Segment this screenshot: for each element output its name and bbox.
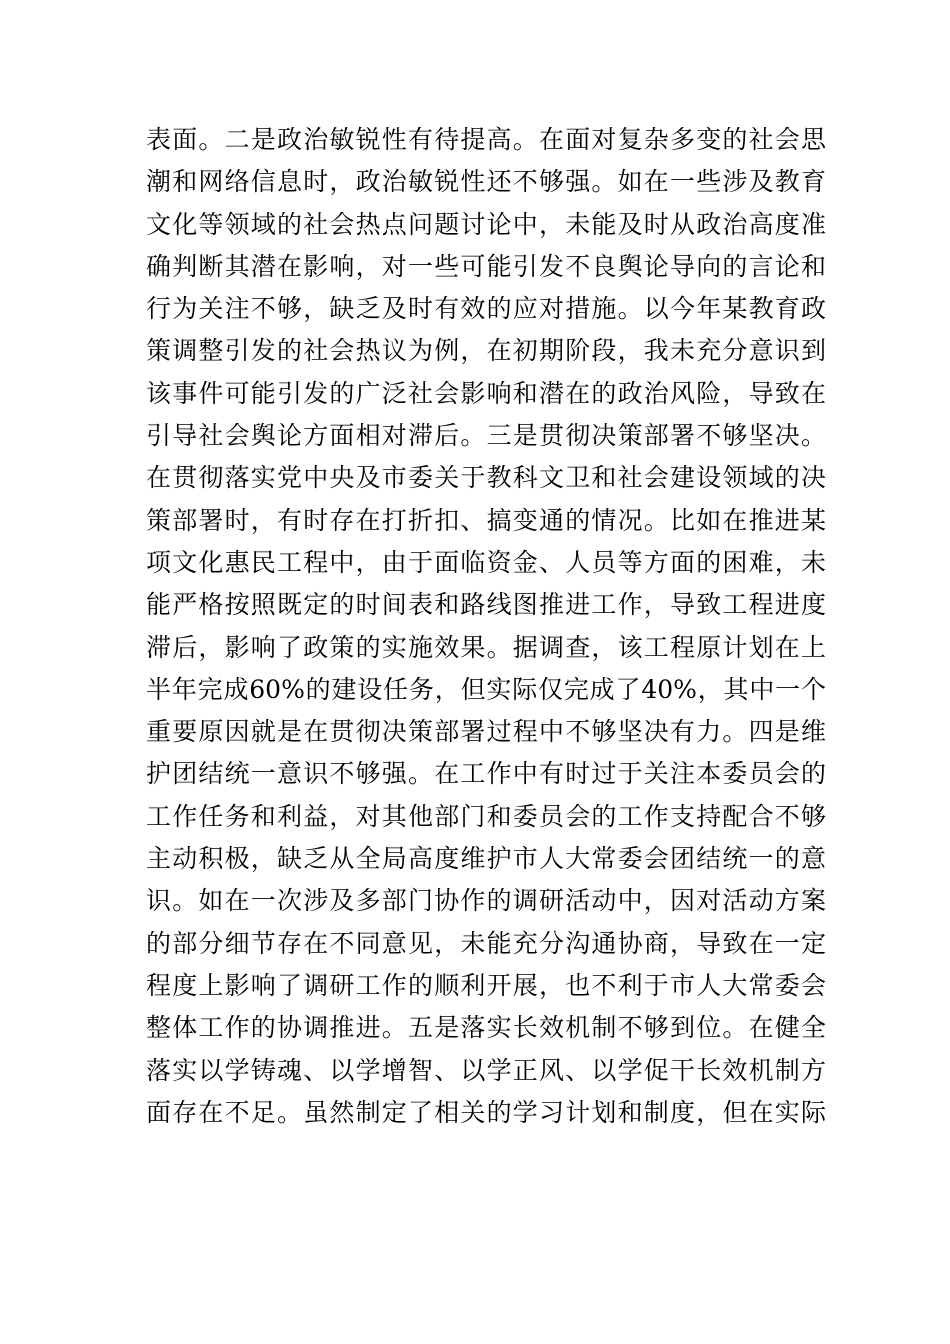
text-line: 滞后，影响了政策的实施效果。据调查，该工程原计划在上 [146, 632, 826, 662]
text-line: 策调整引发的社会热议为例，在初期阶段，我未充分意识到 [146, 336, 826, 366]
text-line: 重要原因就是在贯彻决策部署过程中不够坚决有力。四是维 [146, 717, 826, 747]
text-line: 的部分细节存在不同意见，未能充分沟通协商，导致在一定 [146, 928, 826, 958]
text-line: 整体工作的协调推进。五是落实长效机制不够到位。在健全 [146, 1013, 826, 1043]
text-line: 引导社会舆论方面相对滞后。三是贯彻决策部署不够坚决。 [146, 421, 826, 451]
body-text [146, 119, 826, 1134]
text-line: 能严格按照既定的时间表和路线图推进工作，导致工程进度 [146, 590, 826, 620]
text-line: 项文化惠民工程中，由于面临资金、人员等方面的困难，未 [146, 547, 826, 577]
text-line: 工作任务和利益，对其他部门和委员会的工作支持配合不够 [146, 801, 826, 831]
text-line: 护团结统一意识不够强。在工作中有时过于关注本委员会的 [146, 759, 826, 789]
text-line: 在贯彻落实党中央及市委关于教科文卫和社会建设领域的决 [146, 463, 826, 493]
text-line: 潮和网络信息时，政治敏锐性还不够强。如在一些涉及教育 [146, 167, 826, 197]
text-line: 面存在不足。虽然制定了相关的学习计划和制度，但在实际 [146, 1097, 826, 1127]
text-line: 确判断其潜在影响，对一些可能引发不良舆论导向的言论和 [146, 251, 826, 281]
text-line: 策部署时，有时存在打折扣、搞变通的情况。比如在推进某 [146, 505, 826, 535]
text-line: 落实以学铸魂、以学增智、以学正风、以学促干长效机制方 [146, 1055, 826, 1085]
text-line: 表面。二是政治敏锐性有待提高。在面对复杂多变的社会思 [146, 125, 826, 154]
text-line: 识。如在一次涉及多部门协作的调研活动中，因对活动方案 [146, 886, 826, 916]
text-line: 文化等领域的社会热点问题讨论中，未能及时从政治高度准 [146, 209, 826, 239]
text-line: 行为关注不够，缺乏及时有效的应对措施。以今年某教育政 [146, 294, 826, 324]
text-line: 主动积极，缺乏从全局高度维护市人大常委会团结统一的意 [146, 844, 826, 874]
text-line: 半年完成60%的建设任务，但实际仅完成了40%，其中一个 [146, 674, 826, 704]
text-line: 程度上影响了调研工作的顺利开展，也不利于市人大常委会 [146, 970, 826, 1000]
text-line: 该事件可能引发的广泛社会影响和潜在的政治风险，导致在 [146, 378, 826, 408]
